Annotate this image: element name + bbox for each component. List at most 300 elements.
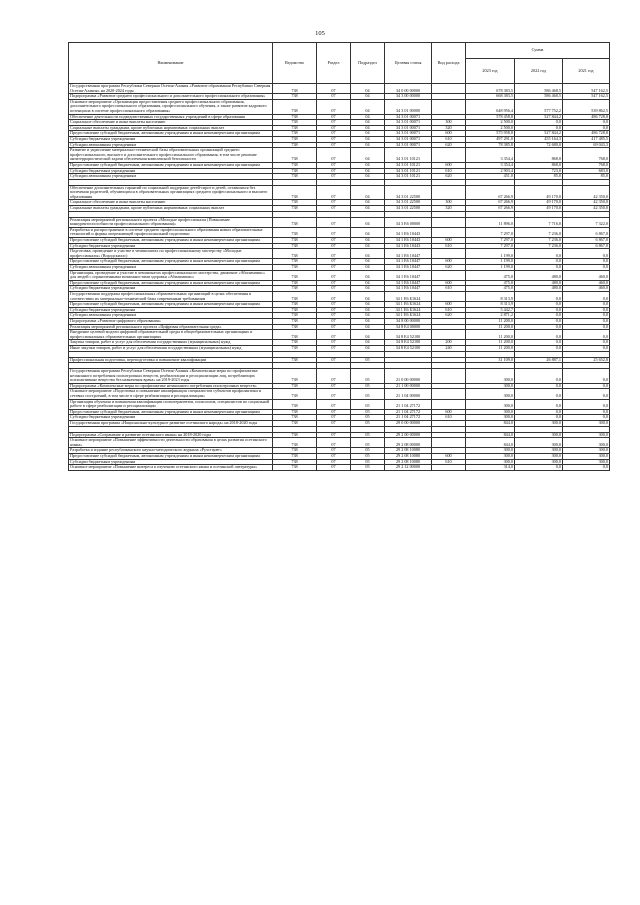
row-sum-2021-cell: 0,0: [563, 302, 610, 308]
row-sum-2022-cell: 586 468,5: [515, 94, 563, 100]
row-sum-2021-cell: 300,0: [563, 454, 610, 460]
row-subsection-cell: 04: [351, 120, 385, 126]
row-subsection-cell: 04: [351, 340, 385, 346]
header-year-2023: 2023 год: [466, 58, 515, 83]
row-expense-cell: 200: [432, 340, 466, 346]
row-expense-cell: [432, 217, 466, 227]
row-sum-2022-cell: 0,0: [515, 345, 563, 351]
row-subsection-cell: 04: [351, 227, 385, 237]
row-name-cell: Подпрограмма «Развитие цифрового образования»: [69, 318, 273, 324]
row-section-cell: 07: [317, 318, 351, 324]
row-target-cell: 34 3 E6 00000: [385, 217, 432, 227]
row-sum-2022-cell: 85,0: [515, 174, 563, 180]
row-sum-2023-cell: 668 383,5: [466, 94, 515, 100]
row-expense-cell: 610: [432, 415, 466, 421]
table-body: [69, 84, 610, 471]
row-sum-2022-cell: 7 236,0: [515, 243, 563, 249]
row-sum-2023-cell: 300,0: [466, 448, 515, 454]
header-ministry: Ведомство: [273, 43, 317, 84]
row-target-cell: 34 3 01 10121: [385, 174, 432, 180]
row-section-cell: 07: [317, 125, 351, 131]
row-ministry-cell: 738: [273, 438, 317, 448]
row-target-cell: 34 8 E4 52100: [385, 330, 432, 340]
row-sum-2021-cell: 300,0: [563, 421, 610, 427]
row-target-cell: 34 1 E6 10447: [385, 270, 432, 280]
row-ministry-cell: 738: [273, 114, 317, 120]
row-target-cell: 21 1 04 27172: [385, 415, 432, 421]
row-subsection-cell: 04: [351, 243, 385, 249]
row-section-cell: 07: [317, 345, 351, 351]
row-sum-2021-cell: 6 867,0: [563, 243, 610, 249]
row-expense-cell: 320: [432, 125, 466, 131]
row-section-cell: 07: [317, 148, 351, 163]
row-expense-cell: [432, 369, 466, 384]
row-sum-2021-cell: 0,0: [563, 313, 610, 319]
row-section-cell: 07: [317, 168, 351, 174]
row-sum-2022-cell: 0,0: [515, 389, 563, 399]
row-subsection-cell: 05: [351, 415, 385, 421]
row-sum-2022-cell: 49 170,0: [515, 200, 563, 206]
row-section-cell: 07: [317, 280, 351, 286]
header-expense: Вид расхода: [432, 43, 466, 84]
row-ministry-cell: 738: [273, 399, 317, 409]
row-sum-2021-cell: 0,0: [563, 409, 610, 415]
row-sum-2023-cell: 31 109,0: [466, 357, 515, 363]
row-sum-2021-cell: 0,0: [563, 249, 610, 259]
row-target-cell: 29 2 00 00000: [385, 432, 432, 438]
row-ministry-cell: 738: [273, 302, 317, 308]
row-name-cell: Предоставление субсидий бюджетным, автономным учреждениям и иным некоммерческим организациям: [69, 409, 273, 415]
row-name-cell: Внедрение целевой модели цифровой образовательной среды в общеобразовательных организациях и профессиональных образовательных организациях: [69, 330, 273, 340]
row-sum-2021-cell: 0,0: [563, 125, 610, 131]
row-target-cell: 29 2 12 00000: [385, 465, 432, 471]
row-target-cell: 34 1 E6 10447: [385, 249, 432, 259]
row-name-cell: Подпрограмма «Развитие среднего профессионального и дополнительного профессионального образования»: [69, 94, 273, 100]
row-section-cell: 07: [317, 291, 351, 301]
row-sum-2022-cell: 0,0: [515, 383, 563, 389]
row-section-cell: 07: [317, 454, 351, 460]
row-ministry-cell: 738: [273, 206, 317, 212]
row-sum-2021-cell: 683,0: [563, 168, 610, 174]
row-target-cell: 29 2 08 00000: [385, 438, 432, 448]
header-target: Целевая статья: [385, 43, 432, 84]
row-sum-2023-cell: 3 354,4: [466, 162, 515, 168]
row-sum-2023-cell: 1 199,0: [466, 259, 515, 265]
row-subsection-cell: 04: [351, 206, 385, 212]
row-section-cell: 07: [317, 227, 351, 237]
row-expense-cell: 600: [432, 131, 466, 137]
row-ministry-cell: 738: [273, 249, 317, 259]
row-expense-cell: [432, 438, 466, 448]
row-sum-2022-cell: 0,0: [515, 399, 563, 409]
row-ministry-cell: 738: [273, 148, 317, 163]
row-target-cell: 34 8 00 00000: [385, 318, 432, 324]
row-expense-cell: 600: [432, 454, 466, 460]
row-sum-2022-cell: 300,0: [515, 421, 563, 427]
row-section-cell: 07: [317, 238, 351, 244]
row-expense-cell: [432, 227, 466, 237]
row-ministry-cell: 738: [273, 383, 317, 389]
row-subsection-cell: 05: [351, 357, 385, 363]
row-name-cell: Иные закупки товаров, работ и услуг для обеспечения государственных (муниципальных) нужд: [69, 345, 273, 351]
row-target-cell: 34 1 E6 10443: [385, 227, 432, 237]
row-target-cell: 34 8 E4 00000: [385, 324, 432, 330]
table-row: [69, 399, 610, 409]
row-subsection-cell: 05: [351, 432, 385, 438]
row-ministry-cell: 738: [273, 454, 317, 460]
row-name-cell: Предоставление субсидий бюджетным, автономным учреждениям и иным некоммерческим организациям: [69, 238, 273, 244]
row-target-cell: 34 3 01 00071: [385, 114, 432, 120]
row-expense-cell: [432, 84, 466, 94]
row-name-cell: Предоставление субсидий бюджетным, автономным учреждениям и иным некоммерческим организациям: [69, 131, 273, 137]
row-ministry-cell: 738: [273, 448, 317, 454]
row-subsection-cell: 05: [351, 389, 385, 399]
row-sum-2021-cell: 7 322,0: [563, 217, 610, 227]
row-subsection-cell: 04: [351, 131, 385, 137]
row-ministry-cell: 738: [273, 94, 317, 100]
row-subsection-cell: 05: [351, 409, 385, 415]
row-ministry-cell: 738: [273, 432, 317, 438]
table-row: [69, 148, 610, 163]
row-sum-2023-cell: 578 458,8: [466, 114, 515, 120]
row-sum-2021-cell: 300,0: [563, 432, 610, 438]
row-name-cell: Основное мероприятие «Организация предоставления среднего профессионального образования, дополнительного профессионального образования, профессионального обучения, а также развитие кадрового потенциала в системе профессионального образования»: [69, 99, 273, 114]
row-expense-cell: [432, 185, 466, 200]
row-sum-2023-cell: 11 200,0: [466, 345, 515, 351]
row-ministry-cell: 738: [273, 238, 317, 244]
row-target-cell: 34 1 E6 Б1624: [385, 307, 432, 313]
row-sum-2021-cell: 0,0: [563, 291, 610, 301]
row-target-cell: 34 1 E6 10447: [385, 280, 432, 286]
row-subsection-cell: 05: [351, 369, 385, 384]
row-ministry-cell: 738: [273, 162, 317, 168]
row-name-cell: Реализация мероприятий регионального проекта «Молодые профессионалы (Повышение конкурентоспособности профессионального образования)»: [69, 217, 273, 227]
row-section-cell: 07: [317, 438, 351, 448]
row-target-cell: 34 3 01 22500: [385, 206, 432, 212]
row-sum-2023-cell: 300,0: [466, 415, 515, 421]
row-expense-cell: [432, 399, 466, 409]
row-sum-2023-cell: 3 354,4: [466, 148, 515, 163]
row-section-cell: 07: [317, 302, 351, 308]
row-target-cell: 29 0 00 00000: [385, 421, 432, 427]
row-sum-2022-cell: 480,0: [515, 286, 563, 292]
row-expense-cell: 620: [432, 174, 466, 180]
row-sum-2022-cell: 49 170,0: [515, 206, 563, 212]
row-name-cell: Государственная программа Республики Северная Осетия-Алания «Развитие образования Республики Северная Осетия-Алания» на 2020-2024 годы: [69, 84, 273, 94]
row-ministry-cell: 738: [273, 168, 317, 174]
row-expense-cell: [432, 389, 466, 399]
header-name: Наименование: [69, 43, 273, 84]
row-target-cell: 34 3 01 00071: [385, 136, 432, 142]
row-ministry-cell: 738: [273, 465, 317, 471]
row-ministry-cell: 738: [273, 318, 317, 324]
row-sum-2021-cell: 460,0: [563, 270, 610, 280]
row-sum-2023-cell: 648 956,4: [466, 99, 515, 114]
row-name-cell: Социальное обеспечение и иные выплаты населению: [69, 200, 273, 206]
row-sum-2022-cell: 0,0: [515, 302, 563, 308]
row-name-cell: Предоставление субсидий бюджетным, автономным учреждениям и иным некоммерческим организациям: [69, 280, 273, 286]
row-sum-2021-cell: 300,0: [563, 459, 610, 465]
row-sum-2021-cell: 547 162,5: [563, 94, 610, 100]
row-ministry-cell: 738: [273, 120, 317, 126]
row-sum-2022-cell: 527 844,2: [515, 114, 563, 120]
row-ministry-cell: 738: [273, 243, 317, 249]
row-expense-cell: 610: [432, 243, 466, 249]
row-section-cell: 07: [317, 120, 351, 126]
row-section-cell: 07: [317, 286, 351, 292]
row-ministry-cell: 738: [273, 324, 317, 330]
row-expense-cell: 620: [432, 265, 466, 271]
row-ministry-cell: 738: [273, 286, 317, 292]
row-section-cell: 07: [317, 243, 351, 249]
row-sum-2021-cell: 0,0: [563, 369, 610, 384]
row-name-cell: Субсидии автономным учреждениям: [69, 265, 273, 271]
row-sum-2021-cell: 0,0: [563, 324, 610, 330]
row-sum-2023-cell: 2 871,2: [466, 313, 515, 319]
row-ministry-cell: 738: [273, 307, 317, 313]
row-sum-2023-cell: 300,0: [466, 454, 515, 460]
row-sum-2023-cell: 300,0: [466, 383, 515, 389]
row-subsection-cell: 04: [351, 259, 385, 265]
row-sum-2023-cell: 11 896,0: [466, 217, 515, 227]
row-sum-2021-cell: 6 867,0: [563, 238, 610, 244]
row-sum-2021-cell: 42 350,0: [563, 206, 610, 212]
table-row: [69, 389, 610, 399]
row-subsection-cell: 05: [351, 383, 385, 389]
row-sum-2023-cell: 11 200,0: [466, 330, 515, 340]
row-ministry-cell: 738: [273, 265, 317, 271]
row-ministry-cell: 738: [273, 459, 317, 465]
row-name-cell: Предоставление субсидий бюджетным, автономным учреждениям и иным некоммерческим организациям: [69, 302, 273, 308]
table-row: [69, 330, 610, 340]
row-sum-2021-cell: 85,0: [563, 174, 610, 180]
row-target-cell: 21 1 00 00000: [385, 383, 432, 389]
row-name-cell: Реализация мероприятий регионального проекта «Цифровая образовательная среда»: [69, 324, 273, 330]
table-row: [69, 291, 610, 301]
row-sum-2023-cell: 475,0: [466, 286, 515, 292]
row-sum-2023-cell: 7 297,0: [466, 243, 515, 249]
row-expense-cell: 610: [432, 459, 466, 465]
row-target-cell: 34 3 01 22500: [385, 200, 432, 206]
row-expense-cell: [432, 249, 466, 259]
row-sum-2023-cell: 8 313,9: [466, 291, 515, 301]
row-subsection-cell: 05: [351, 399, 385, 409]
row-sum-2021-cell: 547 162,5: [563, 84, 610, 94]
header-section: Раздел: [317, 43, 351, 84]
row-name-cell: Субсидии бюджетным учреждениям: [69, 459, 273, 465]
row-subsection-cell: 05: [351, 421, 385, 427]
row-sum-2021-cell: 300,0: [563, 448, 610, 454]
row-subsection-cell: 04: [351, 318, 385, 324]
row-section-cell: 07: [317, 465, 351, 471]
row-sum-2022-cell: 300,0: [515, 459, 563, 465]
row-sum-2023-cell: 2 500,0: [466, 125, 515, 131]
row-section-cell: 07: [317, 307, 351, 313]
row-sum-2021-cell: 0,0: [563, 465, 610, 471]
row-ministry-cell: 738: [273, 345, 317, 351]
row-target-cell: 34 8 E4 52100: [385, 340, 432, 346]
row-section-cell: 07: [317, 369, 351, 384]
row-subsection-cell: 05: [351, 454, 385, 460]
row-sum-2021-cell: 6 867,0: [563, 227, 610, 237]
row-subsection-cell: 04: [351, 291, 385, 301]
row-ministry-cell: 738: [273, 291, 317, 301]
row-sum-2022-cell: 527 844,2: [515, 131, 563, 137]
row-subsection-cell: 04: [351, 168, 385, 174]
row-section-cell: 07: [317, 357, 351, 363]
row-sum-2022-cell: 723,0: [515, 168, 563, 174]
row-ministry-cell: 738: [273, 131, 317, 137]
row-target-cell: 34 1 E6 10447: [385, 265, 432, 271]
row-ministry-cell: 738: [273, 185, 317, 200]
row-ministry-cell: 738: [273, 389, 317, 399]
row-section-cell: 07: [317, 217, 351, 227]
row-expense-cell: [432, 270, 466, 280]
row-sum-2023-cell: 2 903,4: [466, 168, 515, 174]
row-sum-2022-cell: 0,0: [515, 415, 563, 421]
row-target-cell: 34 3 00 00000: [385, 94, 432, 100]
row-sum-2022-cell: 0,0: [515, 125, 563, 131]
row-expense-cell: 610: [432, 136, 466, 142]
table-row: [69, 438, 610, 448]
row-ministry-cell: 738: [273, 136, 317, 142]
row-name-cell: Субсидии бюджетным учреждениям: [69, 168, 273, 174]
table-row: [69, 249, 610, 259]
row-name-cell: Организация обучения и повышения квалификации психотерапевтов, психологов, специалистов по социальной работе в сфере реабилитации и ресоциализации: [69, 399, 273, 409]
table-row: [69, 270, 610, 280]
row-sum-2023-cell: 844,0: [466, 432, 515, 438]
row-section-cell: 07: [317, 421, 351, 427]
row-sum-2023-cell: 300,0: [466, 459, 515, 465]
row-ministry-cell: 738: [273, 227, 317, 237]
row-sum-2022-cell: 577 752,2: [515, 99, 563, 114]
row-expense-cell: 600: [432, 238, 466, 244]
row-subsection-cell: 04: [351, 270, 385, 280]
row-section-cell: 07: [317, 324, 351, 330]
row-name-cell: Обеспечение дополнительных гарантий по социальной поддержке детей-сирот и детей, оставшихся без попечения родителей, обучающихся в образовательных организациях среднего профессионального и высшего образования: [69, 185, 273, 200]
row-sum-2022-cell: 868,0: [515, 148, 563, 163]
row-sum-2023-cell: 300,0: [466, 369, 515, 384]
row-name-cell: Субсидии бюджетным учреждениям: [69, 243, 273, 249]
row-ministry-cell: 738: [273, 357, 317, 363]
header-subsection: Подраздел: [351, 43, 385, 84]
row-subsection-cell: 04: [351, 136, 385, 142]
row-name-cell: Социальные выплаты гражданам, кроме публичных нормативных социальных выплат: [69, 206, 273, 212]
row-subsection-cell: 04: [351, 302, 385, 308]
row-sum-2021-cell: 42 350,0: [563, 200, 610, 206]
row-sum-2022-cell: 0,0: [515, 265, 563, 271]
row-sum-2023-cell: 678 383,5: [466, 84, 515, 94]
row-target-cell: 34 0 00 00000: [385, 84, 432, 94]
row-name-cell: Социальное обеспечение и иные выплаты населению: [69, 120, 273, 126]
row-name-cell: Организация, проведение и участие в чемпионатах профессионального мастерства, движение «Абилимпикс» для людей с ограниченными возможностями здоровья «Абилимпикс»: [69, 270, 273, 280]
row-section-cell: 07: [317, 265, 351, 271]
row-subsection-cell: 04: [351, 174, 385, 180]
row-sum-2021-cell: 42 350,0: [563, 185, 610, 200]
row-expense-cell: 240: [432, 345, 466, 351]
row-section-cell: 07: [317, 415, 351, 421]
row-sum-2021-cell: 0,0: [563, 330, 610, 340]
row-expense-cell: 610: [432, 286, 466, 292]
row-name-cell: Подготовка, проведение и участие в чемпионатах по профессиональному мастерству «Молодые профессионалы» (Ворлдскиллс): [69, 249, 273, 259]
table-row: [69, 465, 610, 471]
row-subsection-cell: 04: [351, 345, 385, 351]
row-sum-2022-cell: 0,0: [515, 259, 563, 265]
row-ministry-cell: 738: [273, 125, 317, 131]
row-sum-2022-cell: 480,0: [515, 270, 563, 280]
row-sum-2021-cell: 486 728,8: [563, 114, 610, 120]
row-name-cell: Закупка товаров, работ и услуг для обеспечения государственных (муниципальных) нужд: [69, 340, 273, 346]
row-sum-2021-cell: 0,0: [563, 399, 610, 409]
row-ministry-cell: 738: [273, 174, 317, 180]
row-expense-cell: [432, 330, 466, 340]
row-sum-2022-cell: 0,0: [515, 120, 563, 126]
row-name-cell: Профессиональная подготовка, переподготовка и повышение квалификации: [69, 357, 273, 363]
row-expense-cell: 320: [432, 206, 466, 212]
row-sum-2023-cell: 300,0: [466, 409, 515, 415]
row-subsection-cell: 04: [351, 330, 385, 340]
row-subsection-cell: 04: [351, 114, 385, 120]
row-sum-2022-cell: 0,0: [515, 369, 563, 384]
row-name-cell: Основное мероприятие «Повышение эффективности деятельности образования в целях развития осетинского языка»: [69, 438, 273, 448]
row-name-cell: Разработка и распространение в системе среднего профессионального образования новых образовательных технологий и формы опережающей профессиональной подготовки: [69, 227, 273, 237]
row-sum-2022-cell: 0,0: [515, 249, 563, 259]
row-sum-2022-cell: 455 164,3: [515, 136, 563, 142]
row-expense-cell: [432, 465, 466, 471]
row-name-cell: Основное мероприятие «Повышение интереса к изучению осетинского языка и осетинской литературы»: [69, 465, 273, 471]
row-name-cell: Предоставление субсидий бюджетным, автономным учреждениям и иным некоммерческим организациям: [69, 454, 273, 460]
row-sum-2023-cell: 7 297,0: [466, 238, 515, 244]
row-section-cell: 07: [317, 448, 351, 454]
header-year-2021: 2021 год: [563, 58, 610, 83]
row-ministry-cell: 738: [273, 421, 317, 427]
row-sum-2023-cell: 451,0: [466, 174, 515, 180]
row-name-cell: Государственная поддержка профессиональных образовательных организаций в целях обеспечения в соответствии их материально-технической базы современным требованиям: [69, 291, 273, 301]
row-subsection-cell: 04: [351, 200, 385, 206]
row-section-cell: 07: [317, 142, 351, 148]
row-sum-2021-cell: 417 485,5: [563, 136, 610, 142]
row-ministry-cell: 738: [273, 200, 317, 206]
row-section-cell: 07: [317, 330, 351, 340]
row-sum-2021-cell: 0,0: [563, 383, 610, 389]
row-name-cell: Субсидии бюджетным учреждениям: [69, 286, 273, 292]
row-sum-2023-cell: 8 313,9: [466, 302, 515, 308]
row-target-cell: 34 3 01 00071: [385, 120, 432, 126]
row-name-cell: Социальные выплаты гражданам, кроме публичных нормативных социальных выплат: [69, 125, 273, 131]
row-target-cell: 34 3 01 00071: [385, 131, 432, 137]
row-section-cell: 07: [317, 249, 351, 259]
row-subsection-cell: 04: [351, 307, 385, 313]
row-sum-2021-cell: 0,0: [563, 259, 610, 265]
row-section-cell: 07: [317, 99, 351, 114]
row-sum-2022-cell: 300,0: [515, 448, 563, 454]
row-sum-2022-cell: 0,0: [515, 340, 563, 346]
row-subsection-cell: 04: [351, 286, 385, 292]
row-target-cell: 34 3 01 00000: [385, 99, 432, 114]
row-subsection-cell: 05: [351, 438, 385, 448]
row-section-cell: 07: [317, 409, 351, 415]
row-expense-cell: 620: [432, 142, 466, 148]
row-sum-2023-cell: 5 442,7: [466, 307, 515, 313]
table-header: [69, 43, 610, 84]
row-sum-2023-cell: 67 266,9: [466, 185, 515, 200]
row-ministry-cell: 738: [273, 369, 317, 384]
row-section-cell: 07: [317, 340, 351, 346]
page-number: 105: [315, 30, 325, 37]
row-ministry-cell: 738: [273, 84, 317, 94]
row-sum-2022-cell: 868,0: [515, 162, 563, 168]
row-name-cell: Субсидии бюджетным учреждениям: [69, 415, 273, 421]
